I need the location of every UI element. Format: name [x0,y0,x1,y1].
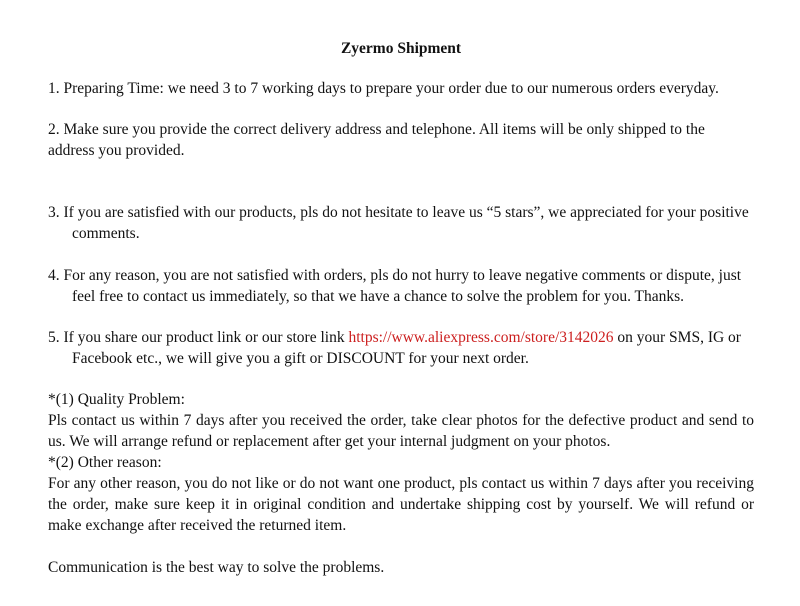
item-contact-us: 4. For any reason, you are not satisfied with orders, pls do not hurry to leave negative comments or dispute, just feel free to contact us immediately, so that we have a chance to solve the problem for you. Thanks. [48,267,742,305]
shipment-notice [48,38,754,578]
item-delivery-address: 2. Make sure you provide the correct delivery address and telephone. All items will be only shipped to the address you provided. [48,121,705,159]
item-preparing-time: 1. Preparing Time: we need 3 to 7 working days to prepare your order due to our numerous orders everyday. [48,80,719,97]
other-reason-heading: *(2) Other reason: [48,454,162,471]
item-share-link-text-after: on your SMS, IG or Facebook etc., we will give you a gift or DISCOUNT for your next order. [72,329,741,367]
item-share-link [48,327,754,369]
item-five-stars: 3. If you are satisfied with our products, pls do not hesitate to leave us “5 stars”, we appreciated for your positive comments. [48,204,749,242]
store-link[interactable]: https://www.aliexpress.com/store/3142026 [348,329,614,346]
item-share-link-text-before: 5. If you share our product link or our store link [48,329,349,346]
page-title: Zyermo Shipment [340,40,462,57]
other-reason-body: For any other reason, you do not like or do not want one product, pls contact us within 7 days after you receiving the order, make sure keep it in original condition and undertake shipping cost by yourself. We will refund or make exchange after received the returned item. [48,475,754,534]
quality-problem-body: Pls contact us within 7 days after you received the order, take clear photos for the defective product and send to us. We will arrange refund or replacement after get your internal judgment on your photos. [48,412,754,450]
quality-problem-heading: *(1) Quality Problem: [48,391,185,408]
closing-note: Communication is the best way to solve the problems. [48,559,385,576]
